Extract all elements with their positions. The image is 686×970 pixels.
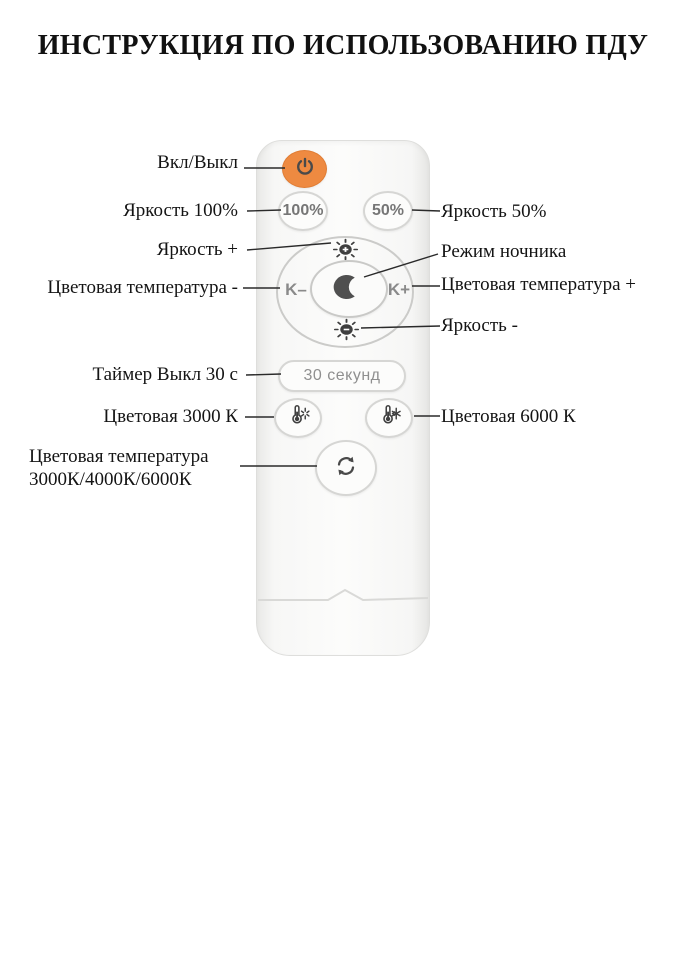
brightness-100-button-label: 100% (282, 202, 324, 219)
callout-color-6000k: Цветовая 6000 К (441, 406, 576, 427)
remote-control (256, 140, 430, 656)
callout-night-mode: Режим ночника (441, 241, 567, 262)
color-cycle-button[interactable] (315, 440, 377, 496)
callout-brightness-plus: Яркость + (156, 239, 238, 260)
brightness-50-button-label: 50% (371, 202, 405, 219)
callout-temp-minus: Цветовая температура - (47, 277, 238, 298)
callout-brightness-100: Яркость 100% (123, 200, 238, 221)
page-title: ИНСТРУКЦИЯ ПО ИСПОЛЬЗОВАНИЮ ПДУ (37, 30, 649, 61)
sun-minus-icon (333, 318, 360, 346)
power-button[interactable] (282, 150, 327, 188)
night-mode-button[interactable] (310, 260, 388, 318)
callout-brightness-50: Яркость 50% (441, 201, 547, 222)
k-plus-button[interactable]: K+ (387, 280, 411, 299)
cycle-arrows-icon (331, 452, 361, 485)
timer-30s-button-label: 30 секунд (303, 367, 381, 384)
callout-color-cycle (29, 445, 209, 491)
callout-brightness-minus: Яркость - (441, 315, 518, 336)
brightness-minus-button[interactable] (332, 320, 360, 343)
color-3000k-button[interactable] (274, 398, 322, 438)
brightness-50-button[interactable] (363, 191, 413, 231)
callout-color-cycle-line2: 3000К/4000К/6000К (29, 469, 192, 490)
color-6000k-button[interactable] (365, 398, 413, 438)
thermometer-warm-icon (285, 403, 312, 433)
callout-temp-plus: Цветовая температура + (441, 274, 636, 295)
brightness-100-button[interactable] (278, 191, 328, 231)
power-icon (294, 156, 316, 183)
k-minus-button[interactable]: K– (285, 280, 307, 299)
timer-30s-button[interactable] (278, 360, 406, 392)
callout-timer: Таймер Выкл 30 с (92, 364, 238, 385)
thermometer-cold-icon (376, 403, 403, 433)
callout-power: Вкл/Выкл (157, 152, 238, 173)
moon-icon (331, 271, 367, 308)
callout-color-3000k: Цветовая 3000 К (103, 406, 238, 427)
callout-color-cycle-line1: Цветовая температура (29, 446, 209, 467)
